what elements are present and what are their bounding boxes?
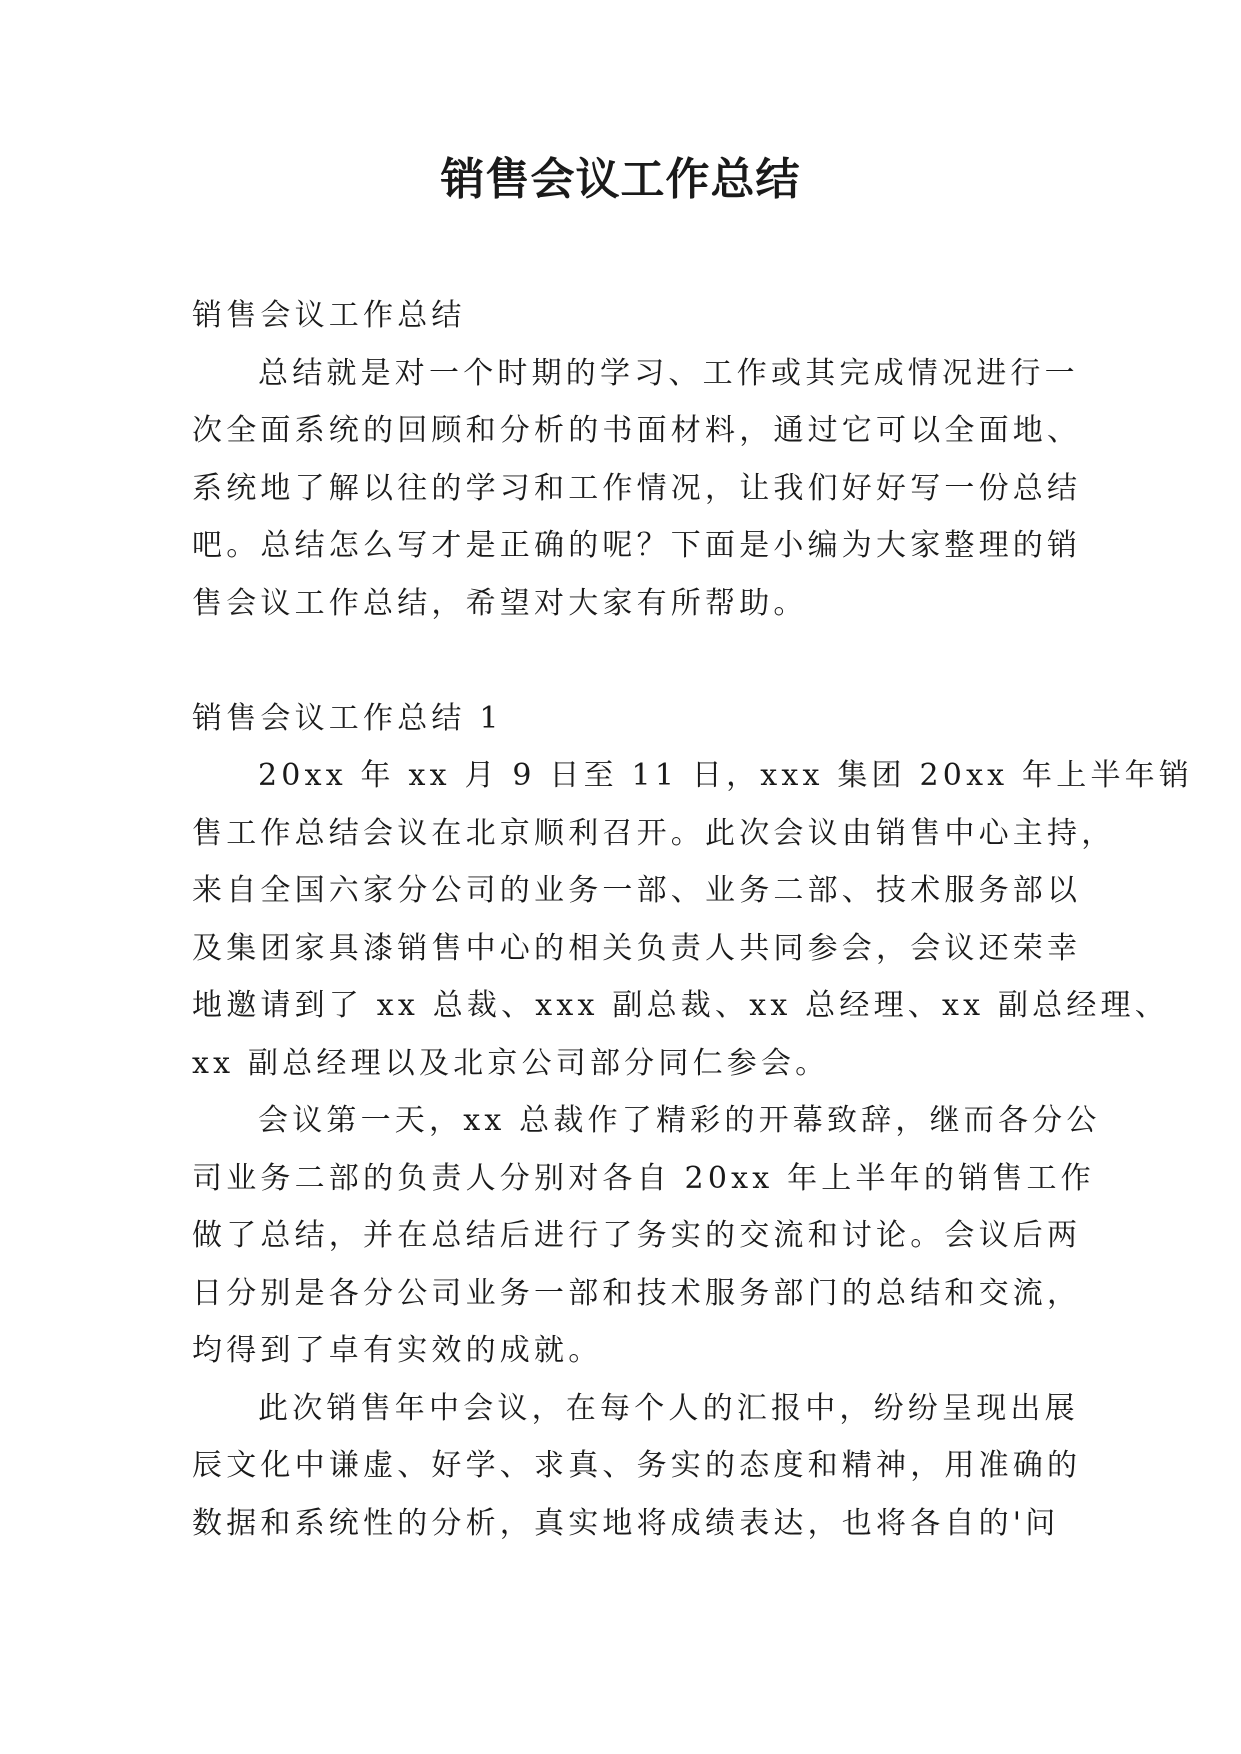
paragraph-line: 总结就是对一个时期的学习、工作或其完成情况进行一 xyxy=(258,355,1079,391)
paragraph-line: 此次销售年中会议，在每个人的汇报中，纷纷呈现出展 xyxy=(258,1390,1079,1426)
paragraph-line: 售会议工作总结，希望对大家有所帮助。 xyxy=(192,585,808,621)
paragraph-line: 数据和系统性的分析，真实地将成绩表达，也将各自的'问 xyxy=(192,1505,1060,1541)
subtitle: 销售会议工作总结 xyxy=(192,298,466,333)
paragraph-line: 日分别是各分公司业务一部和技术服务部门的总结和交流， xyxy=(192,1275,1082,1311)
paragraph-line: 来自全国六家分公司的业务一部、业务二部、技术服务部以 xyxy=(192,873,1082,908)
paragraph-line: xx 副总经理以及北京公司部分同仁参会。 xyxy=(192,1045,830,1081)
document-title: 销售会议工作总结 xyxy=(440,154,801,205)
paragraph-line: 均得到了卓有实效的成就。 xyxy=(192,1333,603,1368)
paragraph-line: 辰文化中谦虚、好学、求真、务实的态度和精神，用准确的 xyxy=(192,1448,1082,1483)
paragraph-line: 会议第一天，xx 总裁作了精彩的开幕致辞，继而各分公 xyxy=(258,1103,1101,1138)
paragraph-line: 做了总结，并在总结后进行了务实的交流和讨论。会议后两 xyxy=(192,1218,1082,1253)
paragraph-line: 吧。总结怎么写才是正确的呢？下面是小编为大家整理的销 xyxy=(192,528,1082,563)
section-heading: 销售会议工作总结 1 xyxy=(192,700,503,736)
intro-paragraph xyxy=(192,345,1082,633)
document-body xyxy=(192,287,1194,1552)
spacer xyxy=(192,632,1054,690)
paragraph-line: 售工作总结会议在北京顺利召开。此次会议由销售中心主持， xyxy=(192,815,1116,851)
paragraph-line: 20xx 年 xx 月 9 日至 11 日，xxx 集团 20xx 年上半年销 xyxy=(258,758,1194,793)
paragraph-line: 及集团家具漆销售中心的相关负责人共同参会，会议还荣幸 xyxy=(192,930,1082,966)
paragraph-line: 次全面系统的回顾和分析的书面材料，通过它可以全面地、 xyxy=(192,413,1082,448)
paragraph-3 xyxy=(192,1380,1082,1553)
paragraph-2 xyxy=(192,1092,1101,1380)
paragraph-line: 地邀请到了 xx 总裁、xxx 副总裁、xx 总经理、xx 副总经理、 xyxy=(192,988,1169,1023)
paragraph-line: 系统地了解以往的学习和工作情况，让我们好好写一份总结 xyxy=(192,470,1082,506)
paragraph-line: 司业务二部的负责人分别对各自 20xx 年上半年的销售工作 xyxy=(192,1160,1095,1196)
paragraph-1 xyxy=(192,747,1194,1092)
